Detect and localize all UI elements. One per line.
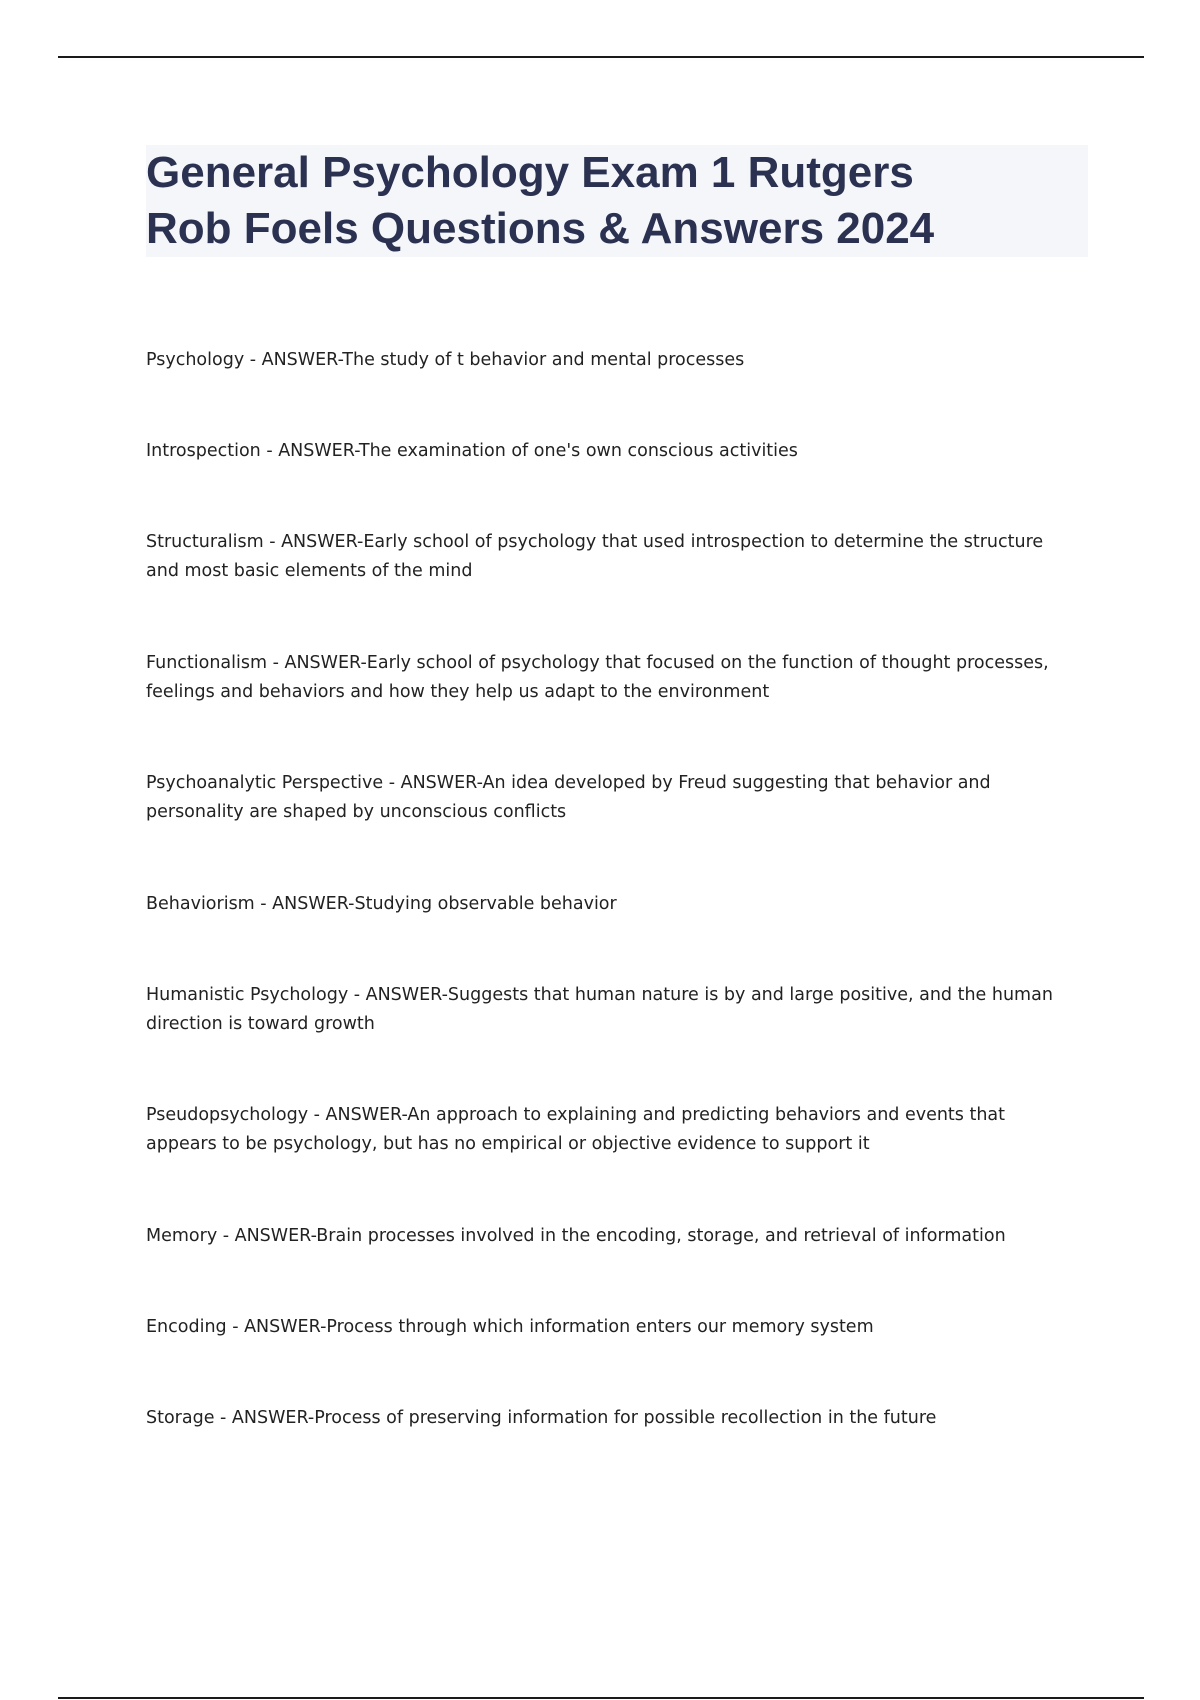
qa-item-psychoanalytic-perspective: Psychoanalytic Perspective - ANSWER-An idea developed by Freud suggesting that behavior and personality are shaped by unconscious conflicts bbox=[146, 773, 991, 822]
qa-item-humanistic-psychology: Humanistic Psychology - ANSWER-Suggests that human nature is by and large positive, and the human direction is toward growth bbox=[146, 985, 1053, 1034]
title-line-1: General Psychology Exam 1 Rutgers bbox=[146, 148, 914, 197]
title-line-2: Rob Foels Questions & Answers 2024 bbox=[146, 204, 935, 253]
qa-item-behaviorism: Behaviorism - ANSWER-Studying observable behavior bbox=[146, 894, 617, 914]
qa-item-memory: Memory - ANSWER-Brain processes involved in the encoding, storage, and retrieval of information bbox=[146, 1226, 1006, 1246]
qa-item-functionalism: Functionalism - ANSWER-Early school of psychology that focused on the function of thought processes, feelings and behaviors and how they help us adapt to the environment bbox=[146, 653, 1049, 702]
qa-item-encoding: Encoding - ANSWER-Process through which information enters our memory system bbox=[146, 1317, 874, 1337]
document-title bbox=[146, 145, 1088, 257]
footer-rule bbox=[58, 1697, 1144, 1699]
qa-item-psychology: Psychology - ANSWER-The study of t behavior and mental processes bbox=[146, 350, 745, 370]
header-rule bbox=[58, 56, 1144, 58]
qa-item-pseudopsychology: Pseudopsychology - ANSWER-An approach to explaining and predicting behaviors and events that appears to be psychology, but has no empirical or objective evidence to support it bbox=[146, 1105, 1006, 1154]
qa-item-storage: Storage - ANSWER-Process of preserving information for possible recollection in the future bbox=[146, 1408, 937, 1428]
qa-item-structuralism: Structuralism - ANSWER-Early school of psychology that used introspection to determine the structure and most basic elements of the mind bbox=[146, 532, 1044, 581]
qa-item-introspection: Introspection - ANSWER-The examination of one's own conscious activities bbox=[146, 441, 798, 461]
